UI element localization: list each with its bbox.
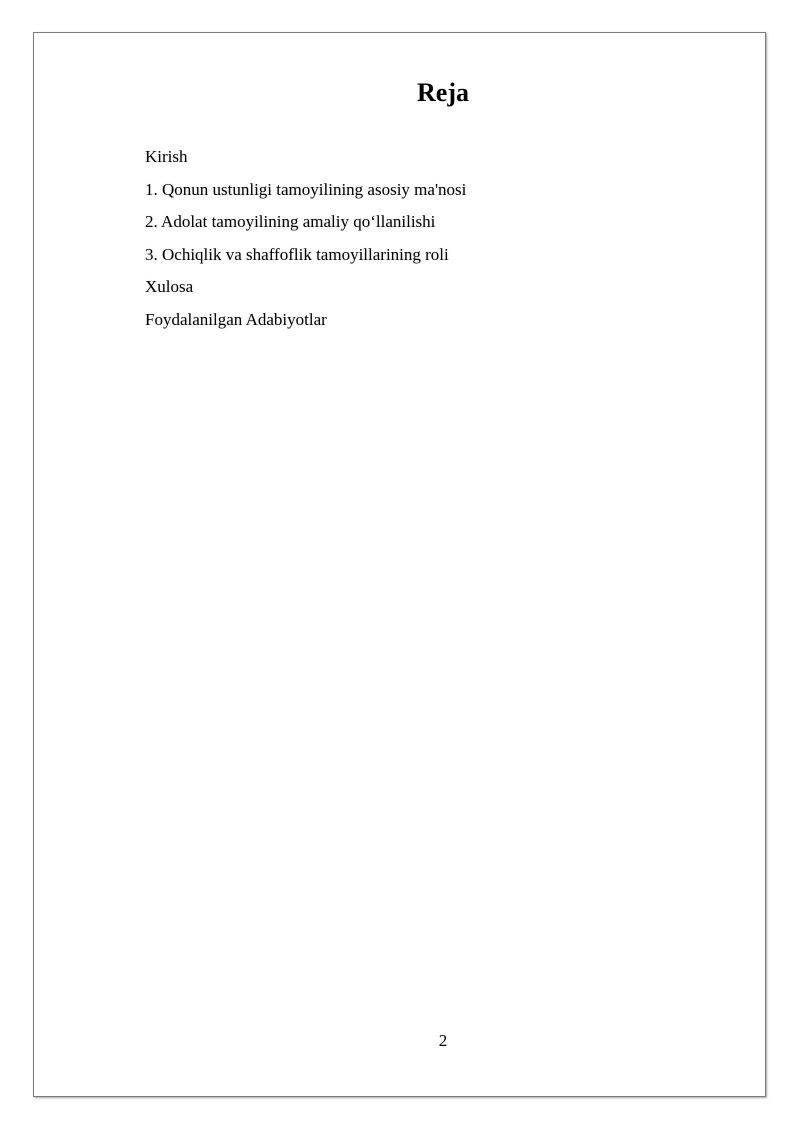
toc-item-section-2: 2. Adolat tamoyilining amaliy qo‘llanilishi — [145, 212, 436, 232]
page-number: 2 — [438, 1031, 448, 1050]
table-of-contents — [145, 146, 466, 342]
toc-item-section-3: 3. Ochiqlik va shaffoflik tamoyillarining roli — [145, 244, 449, 264]
toc-item-references: Foydalanilgan Adabiyotlar — [145, 309, 327, 329]
toc-item-introduction: Kirish — [145, 147, 188, 166]
toc-item-section-1: 1. Qonun ustunligi tamoyilining asosiy ma'nosi — [145, 179, 467, 199]
page-title: Reja — [417, 78, 469, 107]
toc-item-conclusion: Xulosa — [145, 277, 194, 297]
